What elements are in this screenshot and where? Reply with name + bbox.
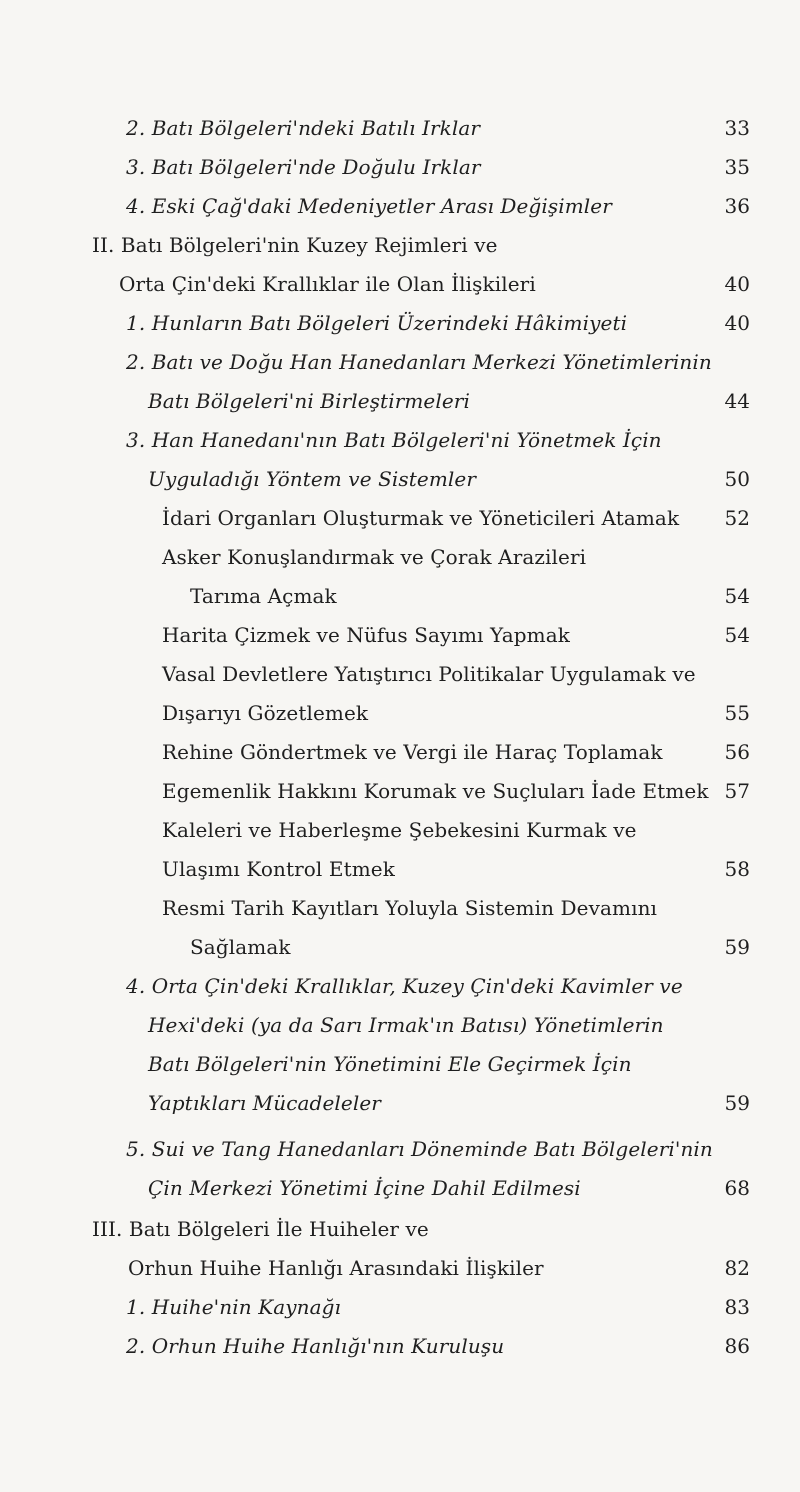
toc-entry-title: Kaleleri ve Haberleşme Şebekesini Kurmak ve [162, 818, 637, 842]
toc-entry-title: Asker Konuşlandırmak ve Çorak Arazileri [162, 545, 587, 569]
toc-entry-title: 2. Batı ve Doğu Han Hanedanları Merkezi Yönetimlerinin [126, 350, 712, 374]
toc-entry-title: Orta Çin'deki Krallıklar ile Olan İlişkileri [119, 272, 536, 296]
toc-entry [0, 968, 800, 1004]
toc-entry-title: Rehine Göndertmek ve Vergi ile Haraç Toplamak [162, 740, 663, 764]
toc-entry-title: 4. Eski Çağ'daki Medeniyetler Arası Değişimler [126, 194, 612, 218]
toc-entry-page: 86 [724, 1334, 750, 1358]
toc-entry [0, 656, 800, 692]
toc-entry-title: Batı Bölgeleri'nin Yönetimini Ele Geçirmek İçin [148, 1052, 632, 1076]
toc-entry-title: Dışarıyı Gözetlemek [162, 701, 369, 725]
toc-entry-page: 40 [724, 272, 750, 296]
toc-section-heading [0, 227, 800, 263]
toc-entry-title: II. Batı Bölgeleri'nin Kuzey Rejimleri ve [92, 233, 498, 257]
toc-entry [0, 500, 800, 536]
toc-entry-title: III. Batı Bölgeleri İle Huiheler ve [92, 1217, 429, 1241]
toc-entry-title: Batı Bölgeleri'ni Birleştirmeleri [148, 389, 470, 413]
toc-entry-title: 1. Huihe'nin Kaynağı [126, 1295, 342, 1319]
toc-entry-page: 33 [724, 116, 750, 140]
toc-entry-title: Çin Merkezi Yönetimi İçine Dahil Edilmesi [148, 1176, 581, 1200]
toc-entry-page: 83 [724, 1295, 750, 1319]
toc-entry-page: 54 [724, 584, 750, 608]
toc-entry [0, 422, 800, 458]
toc-entry-page: 40 [724, 311, 750, 335]
toc-entry [0, 149, 800, 185]
toc-entry [0, 539, 800, 575]
toc-entry-page: 57 [724, 779, 750, 803]
toc-entry [0, 188, 800, 224]
toc-entry [0, 266, 800, 302]
toc-entry [0, 1250, 800, 1286]
toc-entry [0, 305, 800, 341]
toc-entry [0, 1007, 800, 1043]
toc-entry [0, 1289, 800, 1325]
toc-entry-page: 56 [724, 740, 750, 764]
toc-entry [0, 1328, 800, 1364]
toc-entry-title: 1. Hunların Batı Bölgeleri Üzerindeki Hâkimiyeti [126, 311, 628, 335]
toc-entry-page: 58 [724, 857, 750, 881]
toc-entry [0, 929, 800, 965]
toc-entry [0, 695, 800, 731]
toc-entry [0, 617, 800, 653]
toc-entry-title: Yaptıkları Mücadeleler [148, 1091, 381, 1115]
toc-entry-title: Orhun Huihe Hanlığı Arasındaki İlişkiler [128, 1256, 544, 1280]
toc-entry-title: 3. Batı Bölgeleri'nde Doğulu Irklar [126, 155, 481, 179]
toc-entry-page: 82 [724, 1256, 750, 1280]
toc-entry [0, 461, 800, 497]
toc-entry-title: 5. Sui ve Tang Hanedanları Döneminde Batı Bölgeleri'nin [126, 1137, 713, 1161]
toc-entry [0, 1046, 800, 1082]
toc-entry [0, 812, 800, 848]
toc-entry [0, 110, 800, 146]
toc-entry [0, 773, 800, 809]
toc-entry-title: 3. Han Hanedanı'nın Batı Bölgeleri'ni Yönetmek İçin [126, 428, 662, 452]
toc-entry-title: Harita Çizmek ve Nüfus Sayımı Yapmak [162, 623, 570, 647]
toc-section-heading [0, 1211, 800, 1247]
toc-entry-title: Tarıma Açmak [190, 584, 337, 608]
toc-entry [0, 851, 800, 887]
toc-entry [0, 344, 800, 380]
toc-entry-page: 59 [724, 935, 750, 959]
toc-entry [0, 1085, 800, 1121]
toc-entry-page: 36 [724, 194, 750, 218]
toc-entry [0, 383, 800, 419]
toc-entry-title: Ulaşımı Kontrol Etmek [162, 857, 395, 881]
toc-entry [0, 578, 800, 614]
toc-entry [0, 734, 800, 770]
toc-entry-title: İdari Organları Oluşturmak ve Yöneticileri Atamak [162, 506, 680, 530]
toc-entry-title: 2. Batı Bölgeleri'ndeki Batılı Irklar [126, 116, 481, 140]
toc-entry-page: 35 [724, 155, 750, 179]
toc-entry-title: Egemenlik Hakkını Korumak ve Suçluları İade Etmek [162, 779, 709, 803]
toc-entry [0, 1131, 800, 1167]
toc-entry-page: 52 [724, 506, 750, 530]
toc-entry [0, 890, 800, 926]
toc-entry-title: Resmi Tarih Kayıtları Yoluyla Sistemin Devamını [162, 896, 658, 920]
toc-entry-title: Sağlamak [190, 935, 291, 959]
toc-entry-page: 59 [724, 1091, 750, 1115]
toc-entry [0, 1170, 800, 1206]
toc-entry-title: Hexi'deki (ya da Sarı Irmak'ın Batısı) Yönetimlerin [148, 1013, 664, 1037]
toc-entry-page: 54 [724, 623, 750, 647]
toc-entry-page: 55 [724, 701, 750, 725]
toc-entry-title: 4. Orta Çin'deki Krallıklar, Kuzey Çin'deki Kavimler ve [126, 974, 683, 998]
toc-entry-title: Uyguladığı Yöntem ve Sistemler [148, 467, 476, 491]
toc-entry-page: 68 [724, 1176, 750, 1200]
toc-entry-page: 44 [724, 389, 750, 413]
toc-entry-page: 50 [724, 467, 750, 491]
toc-entry-title: Vasal Devletlere Yatıştırıcı Politikalar Uygulamak ve [162, 662, 696, 686]
toc-entry-title: 2. Orhun Huihe Hanlığı'nın Kuruluşu [126, 1334, 505, 1358]
